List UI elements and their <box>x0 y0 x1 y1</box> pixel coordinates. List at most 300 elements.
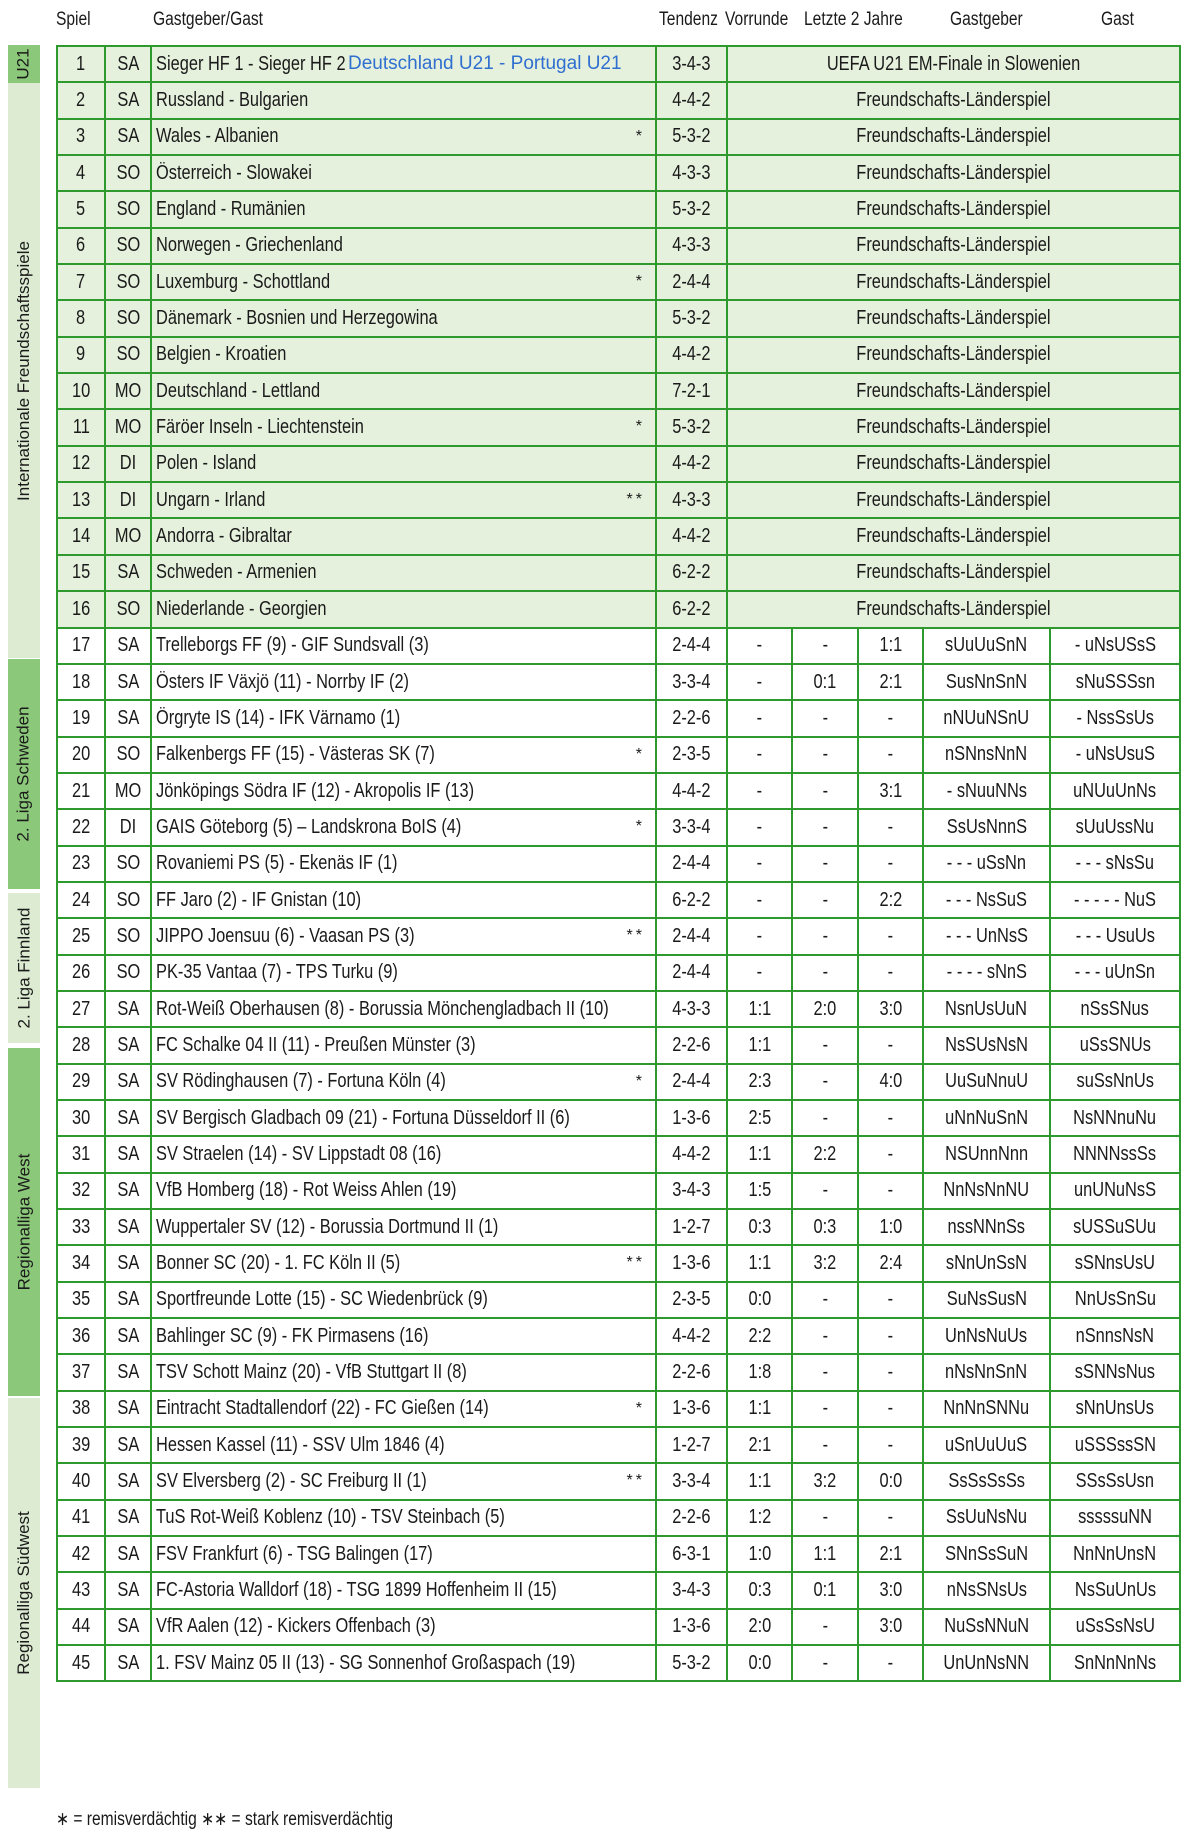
header-gast: Gast <box>1101 9 1134 30</box>
spieltag <box>105 700 151 736</box>
spiel-nr <box>57 918 105 954</box>
vorrunde <box>727 991 792 1027</box>
spiel-nr <box>57 1463 105 1499</box>
spieltag-text: SA <box>117 1179 139 1202</box>
match-teams-text: GAIS Göteborg (5) – Landskrona BoIS (4) <box>156 815 462 838</box>
vorrunde-text: - <box>756 670 763 693</box>
tendenz-text: 5-3-2 <box>672 1651 711 1674</box>
form-gastgeber <box>923 882 1050 918</box>
form-gast <box>1050 1064 1180 1100</box>
match-teams <box>151 991 656 1027</box>
spiel-nr <box>57 1245 105 1281</box>
vorrunde-text: - <box>756 706 763 729</box>
spieltag-text: SA <box>117 634 139 657</box>
tendenz-text: 2-2-6 <box>672 706 711 729</box>
vorrunde <box>727 1318 792 1354</box>
letzte-1-text: 2:2 <box>813 1142 837 1165</box>
form-gast-text: sUuUssNu <box>1075 815 1155 838</box>
match-teams <box>151 1536 656 1572</box>
match-teams <box>151 119 656 155</box>
spiel-nr <box>57 482 105 518</box>
vorrunde-text: 0:0 <box>748 1651 771 1674</box>
spiel-nr-text: 16 <box>71 597 91 620</box>
form-gast <box>1050 991 1180 1027</box>
form-gast-text: NsSuUnUs <box>1074 1579 1156 1602</box>
letzte-1-text: - <box>822 961 828 984</box>
spiel-nr <box>57 555 105 591</box>
spieltag-text: SO <box>116 961 140 984</box>
spieltag-text: SO <box>116 161 140 184</box>
spiel-nr <box>57 955 105 991</box>
form-gastgeber <box>923 737 1050 773</box>
tendenz <box>656 1609 727 1645</box>
letzte-2-text: - <box>887 1106 894 1129</box>
letzte-2 <box>858 737 923 773</box>
spieltag-text: SO <box>116 852 140 875</box>
tendenz <box>656 664 727 700</box>
form-gastgeber-text: SusNnSnN <box>945 670 1028 693</box>
spieltag <box>105 955 151 991</box>
letzte-2 <box>858 918 923 954</box>
match-teams-text: Wales - Albanien <box>156 125 279 148</box>
form-gastgeber-text: sUuUuSnN <box>945 634 1028 657</box>
form-gastgeber <box>923 1209 1050 1245</box>
spiel-nr <box>57 46 105 82</box>
tendenz <box>656 918 727 954</box>
match-teams-text: Falkenbergs FF (15) - Västeras SK (7) <box>156 743 435 766</box>
spiel-nr-text: 3 <box>76 125 86 148</box>
match-teams-text: Trelleborgs FF (9) - GIF Sundsvall (3) <box>156 634 429 657</box>
spiel-nr <box>57 1536 105 1572</box>
spieltag-text: SA <box>117 1361 139 1384</box>
letzte-1-text: 0:1 <box>813 1579 837 1602</box>
match-type <box>727 155 1180 191</box>
group-liga-schweden <box>8 659 40 889</box>
vorrunde <box>727 1027 792 1063</box>
vorrunde-text: 1:2 <box>748 1506 771 1529</box>
spieltag <box>105 991 151 1027</box>
spiel-nr <box>57 991 105 1027</box>
vorrunde-text: 1:5 <box>748 1179 771 1202</box>
spiel-nr-text: 30 <box>71 1106 91 1129</box>
match-teams-text: Schweden - Armenien <box>156 561 317 584</box>
spiel-nr <box>57 518 105 554</box>
letzte-2 <box>858 1463 923 1499</box>
spieltag-text: MO <box>114 416 142 439</box>
tendenz-text: 4-3-3 <box>672 488 711 511</box>
letzte-2 <box>858 1136 923 1172</box>
spiel-nr <box>57 737 105 773</box>
letzte-2 <box>858 1427 923 1463</box>
vorrunde-text: 0:3 <box>748 1579 771 1602</box>
form-gastgeber <box>923 1245 1050 1281</box>
spieltag <box>105 1572 151 1608</box>
letzte-1 <box>792 1282 858 1318</box>
letzte-2-text: - <box>887 706 894 729</box>
match-type <box>727 337 1180 373</box>
vorrunde-text: - <box>756 924 763 947</box>
spieltag-text: SA <box>117 1324 139 1347</box>
form-gastgeber-text: - sNuuNNs <box>946 779 1027 802</box>
spieltag <box>105 82 151 118</box>
tendenz <box>656 955 727 991</box>
spieltag <box>105 809 151 845</box>
form-gast-text: NnUsSnSu <box>1074 1288 1156 1311</box>
tendenz <box>656 82 727 118</box>
spieltag-text: SA <box>117 1288 139 1311</box>
strong-draw-marker: ** <box>626 1254 645 1272</box>
letzte-1-text: - <box>822 1361 828 1384</box>
vorrunde <box>727 1427 792 1463</box>
form-gast <box>1050 1536 1180 1572</box>
group-liga-finnland <box>8 893 40 1043</box>
group-regionalliga-suedwest <box>8 1398 40 1788</box>
letzte-2 <box>858 1391 923 1427</box>
form-gastgeber <box>923 809 1050 845</box>
letzte-1-text: - <box>822 1033 828 1056</box>
spieltag-text: DI <box>119 452 137 475</box>
letzte-2-text: - <box>887 1506 894 1529</box>
spieltag-text: SA <box>117 1433 139 1456</box>
tendenz-text: 7-2-1 <box>672 379 711 402</box>
match-teams <box>151 1136 656 1172</box>
match-teams-text: FC-Astoria Walldorf (18) - TSG 1899 Hoffenheim II (15) <box>156 1579 557 1602</box>
vorrunde-text: - <box>756 888 763 911</box>
vorrunde <box>727 809 792 845</box>
match-teams <box>151 1027 656 1063</box>
letzte-1-text: - <box>822 634 828 657</box>
spieltag-text: SO <box>116 597 140 620</box>
spieltag-text: SA <box>117 561 139 584</box>
match-teams <box>151 1318 656 1354</box>
tendenz-text: 2-3-5 <box>672 743 711 766</box>
tendenz <box>656 518 727 554</box>
tendenz <box>656 482 727 518</box>
match-teams-text: Luxemburg - Schottland <box>156 270 331 293</box>
letzte-1-text: - <box>822 1506 828 1529</box>
table-row <box>57 482 1180 518</box>
tendenz <box>656 700 727 736</box>
match-teams-text: Hessen Kassel (11) - SSV Ulm 1846 (4) <box>156 1433 445 1456</box>
vorrunde-text: 1:0 <box>748 1542 771 1565</box>
spieltag <box>105 119 151 155</box>
letzte-1-text: - <box>822 743 828 766</box>
spieltag-text: MO <box>114 379 142 402</box>
form-gast <box>1050 700 1180 736</box>
vorrunde-text: - <box>756 852 763 875</box>
vorrunde-text: 1:1 <box>748 997 771 1020</box>
tendenz-text: 2-2-6 <box>672 1033 711 1056</box>
spieltag <box>105 1609 151 1645</box>
match-type <box>727 228 1180 264</box>
spieltag <box>105 1318 151 1354</box>
match-teams-text: Österreich - Slowakei <box>156 161 312 184</box>
table-row <box>57 1136 1180 1172</box>
form-gast <box>1050 1027 1180 1063</box>
letzte-2 <box>858 628 923 664</box>
tendenz <box>656 155 727 191</box>
spiel-nr <box>57 1173 105 1209</box>
form-gastgeber <box>923 1645 1050 1681</box>
header-tendenz: Tendenz <box>659 9 718 30</box>
match-teams <box>151 955 656 991</box>
tendenz <box>656 1354 727 1390</box>
vorrunde <box>727 1354 792 1390</box>
form-gast <box>1050 1209 1180 1245</box>
spieltag-text: SO <box>116 198 140 221</box>
tendenz <box>656 1391 727 1427</box>
tendenz-text: 1-3-6 <box>672 1397 711 1420</box>
spiel-nr <box>57 119 105 155</box>
form-gastgeber <box>923 1609 1050 1645</box>
spiel-nr-text: 22 <box>71 815 91 838</box>
tendenz-text: 2-3-5 <box>672 1288 711 1311</box>
letzte-1-text: - <box>822 1615 828 1638</box>
spiel-nr <box>57 1354 105 1390</box>
tendenz-text: 1-3-6 <box>672 1252 711 1275</box>
header-letzte: Letzte 2 Jahre <box>804 9 903 30</box>
table-row <box>57 1645 1180 1681</box>
form-gastgeber <box>923 1318 1050 1354</box>
match-teams <box>151 1645 656 1681</box>
tendenz <box>656 1173 727 1209</box>
tendenz-text: 4-4-2 <box>672 1142 711 1165</box>
form-gastgeber-text: NSUnnNnn <box>945 1142 1028 1165</box>
tendenz-text: 3-4-3 <box>672 1179 711 1202</box>
tendenz-text: 5-3-2 <box>672 307 711 330</box>
letzte-1 <box>792 1136 858 1172</box>
form-gast-text: - uNsUSsS <box>1074 634 1156 657</box>
form-gast <box>1050 882 1180 918</box>
match-type-text: Freundschafts-Länderspiel <box>856 416 1051 439</box>
spieltag <box>105 191 151 227</box>
vorrunde <box>727 882 792 918</box>
letzte-1 <box>792 1064 858 1100</box>
match-teams <box>151 482 656 518</box>
spieltag <box>105 1100 151 1136</box>
match-teams-text: VfR Aalen (12) - Kickers Offenbach (3) <box>156 1615 436 1638</box>
tendenz <box>656 809 727 845</box>
letzte-2-text: 3:0 <box>879 1579 902 1602</box>
match-teams-text: 1. FSV Mainz 05 II (13) - SG Sonnenhof Großaspach (19) <box>156 1651 576 1674</box>
vorrunde-text: 2:1 <box>748 1433 771 1456</box>
vorrunde-text: - <box>756 961 763 984</box>
spieltag-text: SA <box>117 52 139 75</box>
tendenz-text: 3-3-4 <box>672 815 711 838</box>
letzte-2 <box>858 1609 923 1645</box>
form-gastgeber <box>923 1427 1050 1463</box>
strong-draw-marker: ** <box>626 491 645 509</box>
draw-marker: * <box>635 1399 645 1417</box>
spiel-nr <box>57 1136 105 1172</box>
letzte-2 <box>858 1645 923 1681</box>
match-teams-text: Östers IF Växjö (11) - Norrby IF (2) <box>156 670 410 693</box>
letzte-1-text: - <box>822 852 828 875</box>
form-gastgeber-text: nSNnsNnN <box>945 743 1028 766</box>
table-row <box>57 300 1180 336</box>
header-gastgeber-gast: Gastgeber/Gast <box>153 9 263 30</box>
letzte-2-text: - <box>887 961 894 984</box>
form-gast-text: SSsSsUsn <box>1075 1470 1155 1493</box>
vorrunde <box>727 1064 792 1100</box>
match-type-text: Freundschafts-Länderspiel <box>856 270 1051 293</box>
match-type-text: Freundschafts-Länderspiel <box>856 561 1051 584</box>
letzte-1 <box>792 1318 858 1354</box>
vorrunde-text: 2:3 <box>748 1070 771 1093</box>
match-teams-text: FC Schalke 04 II (11) - Preußen Münster (3) <box>156 1033 476 1056</box>
letzte-1-text: - <box>822 1324 828 1347</box>
letzte-2 <box>858 1354 923 1390</box>
spiel-nr-text: 9 <box>76 343 86 366</box>
form-gast-text: - - - uUnSn <box>1074 961 1156 984</box>
spiel-nr-text: 6 <box>76 234 86 257</box>
spiel-nr-text: 41 <box>71 1506 91 1529</box>
vorrunde <box>727 1572 792 1608</box>
tendenz-text: 1-3-6 <box>672 1106 711 1129</box>
letzte-1 <box>792 991 858 1027</box>
tendenz-text: 1-2-7 <box>672 1215 711 1238</box>
vorrunde <box>727 918 792 954</box>
table-row <box>57 1427 1180 1463</box>
letzte-1-text: 3:2 <box>813 1470 837 1493</box>
match-teams-text: Eintracht Stadtallendorf (22) - FC Gießen (14) <box>156 1397 489 1420</box>
vorrunde <box>727 628 792 664</box>
match-type <box>727 191 1180 227</box>
table-row <box>57 737 1180 773</box>
spieltag-text: SO <box>116 270 140 293</box>
tendenz-text: 5-3-2 <box>672 125 711 148</box>
table-row <box>57 628 1180 664</box>
form-gast-text: sNnUnsUs <box>1075 1397 1155 1420</box>
group-label: 2. Liga Finnland <box>14 907 34 1029</box>
spiel-nr-text: 44 <box>71 1615 91 1638</box>
spieltag <box>105 773 151 809</box>
vorrunde-text: 1:1 <box>748 1142 771 1165</box>
spieltag <box>105 1391 151 1427</box>
match-teams <box>151 882 656 918</box>
spieltag <box>105 46 151 82</box>
match-teams <box>151 773 656 809</box>
spieltag <box>105 918 151 954</box>
draw-marker: * <box>635 418 645 436</box>
match-teams <box>151 1500 656 1536</box>
spieltag <box>105 1173 151 1209</box>
match-type-text: Freundschafts-Länderspiel <box>856 307 1051 330</box>
vorrunde-text: 2:0 <box>748 1615 771 1638</box>
letzte-1-text: 1:1 <box>813 1542 837 1565</box>
tendenz <box>656 1136 727 1172</box>
tendenz-text: 4-4-2 <box>672 343 711 366</box>
spieltag-text: MO <box>114 525 142 548</box>
match-teams <box>151 300 656 336</box>
table-row <box>57 1354 1180 1390</box>
letzte-1 <box>792 1391 858 1427</box>
form-gastgeber-text: UnNsNuUs <box>945 1324 1028 1347</box>
spiel-nr-text: 14 <box>71 525 91 548</box>
spieltag-text: DI <box>119 488 137 511</box>
form-gast <box>1050 1609 1180 1645</box>
form-gast-text: suSsNnUs <box>1076 1070 1154 1093</box>
spiel-nr <box>57 337 105 373</box>
match-teams <box>151 1463 656 1499</box>
letzte-1 <box>792 1354 858 1390</box>
tendenz-text: 3-4-3 <box>672 52 711 75</box>
tendenz <box>656 1282 727 1318</box>
match-teams-text: Niederlande - Georgien <box>156 597 327 620</box>
table-row <box>57 1609 1180 1645</box>
form-gastgeber-text: NnNsNnNU <box>943 1179 1030 1202</box>
match-teams <box>151 555 656 591</box>
spieltag-text: SA <box>117 125 139 148</box>
match-type-text: Freundschafts-Länderspiel <box>856 125 1051 148</box>
spiel-nr-text: 36 <box>71 1324 91 1347</box>
tendenz-text: 2-2-6 <box>672 1361 711 1384</box>
letzte-2 <box>858 1500 923 1536</box>
match-teams <box>151 846 656 882</box>
form-gastgeber <box>923 1027 1050 1063</box>
match-teams <box>151 1064 656 1100</box>
vorrunde-text: - <box>756 634 763 657</box>
tendenz <box>656 119 727 155</box>
table-row <box>57 1245 1180 1281</box>
match-teams-text: Rovaniemi PS (5) - Ekenäs IF (1) <box>156 852 398 875</box>
vorrunde <box>727 664 792 700</box>
spiel-nr <box>57 1100 105 1136</box>
form-gastgeber-text: NsSUsNsN <box>945 1033 1028 1056</box>
match-type-text: Freundschafts-Länderspiel <box>856 198 1051 221</box>
form-gastgeber-text: - - - - sNnS <box>946 961 1027 984</box>
vorrunde-text: - <box>756 815 763 838</box>
table-row <box>57 1027 1180 1063</box>
table-row <box>57 191 1180 227</box>
match-teams-text: Russland - Bulgarien <box>156 89 309 112</box>
spiel-nr <box>57 373 105 409</box>
vorrunde <box>727 1245 792 1281</box>
tendenz-text: 6-2-2 <box>672 597 711 620</box>
vorrunde <box>727 846 792 882</box>
form-gastgeber <box>923 1391 1050 1427</box>
spieltag <box>105 264 151 300</box>
strong-draw-marker: ** <box>626 927 645 945</box>
form-gast-text: - uNsUsuS <box>1075 743 1155 766</box>
form-gast <box>1050 1391 1180 1427</box>
match-type-text: UEFA U21 EM-Finale in Slowenien <box>826 52 1081 75</box>
tendenz <box>656 773 727 809</box>
tendenz <box>656 337 727 373</box>
form-gast <box>1050 846 1180 882</box>
table-row <box>57 773 1180 809</box>
vorrunde <box>727 1500 792 1536</box>
form-gast <box>1050 1318 1180 1354</box>
spieltag-text: SA <box>117 1397 139 1420</box>
tendenz <box>656 1318 727 1354</box>
match-teams-text: Dänemark - Bosnien und Herzegowina <box>156 307 438 330</box>
draw-marker: * <box>635 745 645 763</box>
spiel-nr-text: 4 <box>76 161 86 184</box>
table-row <box>57 700 1180 736</box>
match-type <box>727 555 1180 591</box>
form-gastgeber-text: uNnNuSnN <box>945 1106 1028 1129</box>
form-gast-text: NNNNssSs <box>1073 1142 1157 1165</box>
vorrunde <box>727 1609 792 1645</box>
match-teams-text: PK-35 Vantaa (7) - TPS Turku (9) <box>156 961 398 984</box>
tendenz-text: 2-4-4 <box>672 852 711 875</box>
table-row <box>57 337 1180 373</box>
spieltag-text: SO <box>116 924 140 947</box>
vorrunde-text: 2:2 <box>748 1324 771 1347</box>
vorrunde <box>727 955 792 991</box>
spieltag <box>105 155 151 191</box>
